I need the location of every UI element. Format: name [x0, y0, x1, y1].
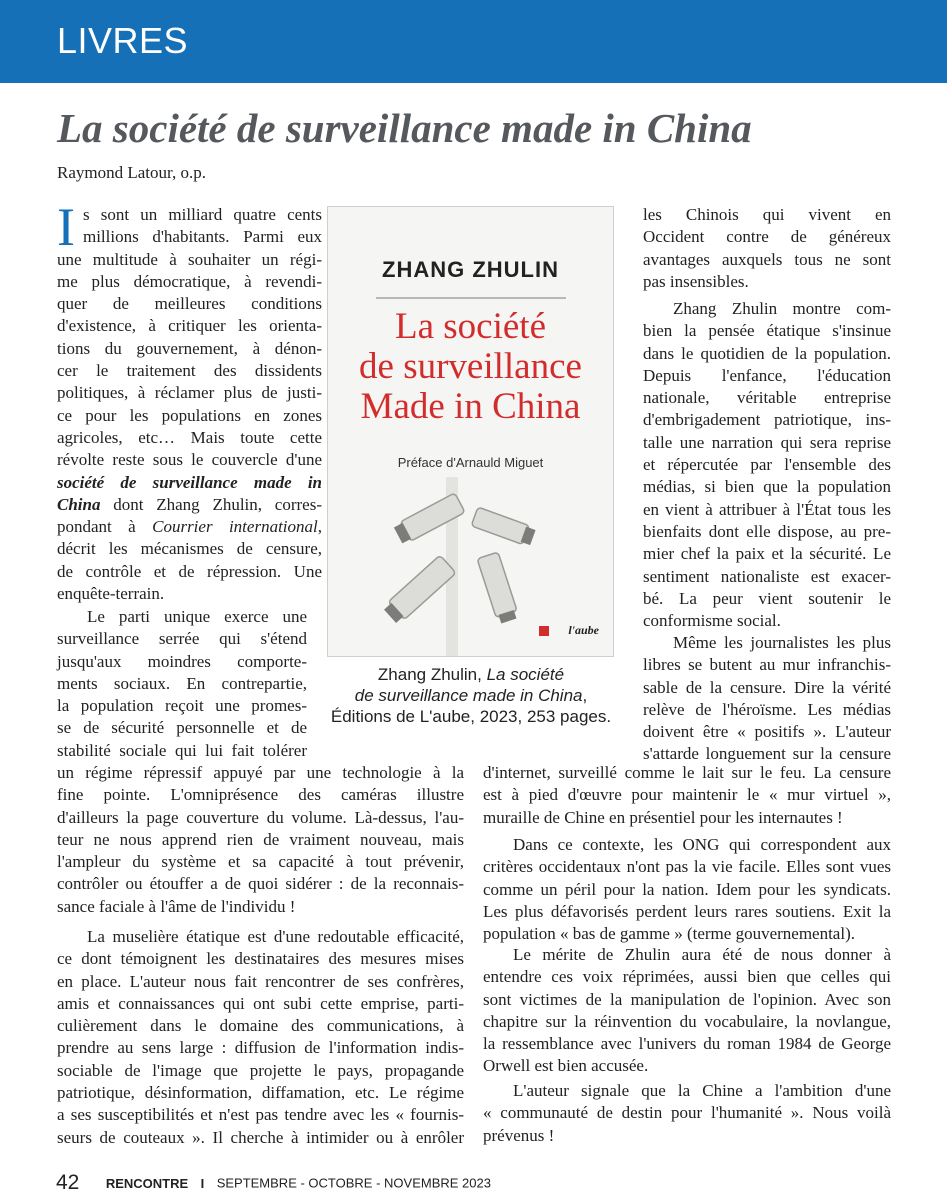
text-line: L'auteur signale que la Chine a l'ambition d'une	[513, 1081, 891, 1100]
cover-title-line: de surveillance	[359, 346, 582, 387]
text-line: sance faciale à l'âme de l'individu !	[57, 896, 296, 916]
book-caption	[320, 664, 622, 727]
caption-line: Éditions de L'aube, 2023, 253 pages.	[330, 707, 612, 726]
text-line: muraille de Chine en présentiel pour les internautes !	[483, 807, 843, 827]
text-line: s'attarde longuement sur la censure	[643, 744, 891, 764]
text-line: cer le traitement des dissidents	[57, 361, 322, 381]
right-paragraph-3	[643, 632, 891, 766]
text-line: surveillance serrée qui s'étend	[57, 629, 307, 649]
text-line: population « bas de gamme » (terme gouvernemental).	[483, 924, 855, 944]
text-line: les Chinois qui vivent en	[643, 205, 891, 224]
text-line: ce pour les populations en zones	[57, 405, 322, 425]
drop-cap: I	[57, 197, 75, 257]
text-line: pas insensibles.	[643, 271, 749, 291]
book-cover	[327, 206, 614, 657]
text-line: se de sécurité personnelle et de	[57, 718, 307, 738]
text-line: une multitude à souhaiter un régi-	[57, 249, 322, 269]
text-line: comme un péril pour la nation. Idem pour les syndicats.	[483, 879, 891, 899]
text-line: China dont Zhang Zhulin, corres-	[57, 494, 322, 514]
text-line: prévenus !	[483, 1125, 555, 1145]
text-line: culièrement dans le domaine des communications, à	[57, 1016, 464, 1036]
text-line: d'embrigadement patriotique, ins-	[643, 410, 891, 430]
text-line: un régime répressif appuyé par une technologie à la	[57, 763, 464, 782]
text-line: libres se butent au mur infranchis-	[643, 655, 891, 675]
article-title: La société de surveillance made in China	[57, 105, 752, 151]
issue-date: SEPTEMBRE - OCTOBRE - NOVEMBRE 2023	[216, 1175, 491, 1191]
text-line: quer de meilleures conditions	[57, 294, 322, 314]
text-line: de contrôle et de répression. Une	[57, 561, 322, 581]
text-line: est à pied d'œuvre pour maintenir le « mur virtuel »,	[483, 785, 891, 805]
text-line: La muselière étatique est d'une redoutable efficacité,	[87, 927, 464, 946]
text-line: entendre ces voix réprimées, aussi bien que celles qui	[483, 967, 891, 987]
text-line: fine pointe. L'omniprésence des caméras illustre	[57, 785, 464, 805]
text-line: l'ampleur du système et sa capacité à tout prévenir,	[57, 852, 464, 872]
cover-publisher: l'aube	[568, 623, 599, 637]
left-paragraph-2	[57, 606, 307, 762]
caption-line	[320, 664, 622, 685]
text-line: chapitre sur la réinvention du vocabulaire, la novlangue,	[483, 1011, 891, 1031]
text-line: en vient à attribuer à l'État tous les	[643, 499, 891, 519]
left-paragraph-3	[57, 926, 464, 1149]
text-line: sentiment nationaliste est exacer-	[643, 566, 891, 586]
text-line: en place. L'auteur nous fait rencontrer de ses confrères,	[57, 971, 464, 991]
text-line: ments sociaux. En contrepartie,	[57, 673, 307, 693]
text-line: et répercutée par l'ensemble des	[643, 455, 891, 475]
text-line: Occident contre de généreux	[643, 227, 891, 247]
page-number: 42	[56, 1171, 80, 1194]
text-line: jusqu'aux moindres comporte-	[57, 651, 307, 671]
text-line: seurs de couteaux ». Il cherche à intimider ou à enrôler	[57, 1127, 464, 1147]
text-line: doivent être « positifs ». L'auteur	[643, 722, 891, 742]
text-line: décrit les mécanismes de censure,	[57, 539, 322, 559]
text-line: nationale, véritable entreprise	[643, 388, 891, 408]
text-line: bé. La peur vient soutenir le	[643, 588, 891, 608]
text-line: politiques, à réclamer plus de justi-	[57, 383, 322, 403]
page-footer	[56, 1171, 491, 1195]
text-line: sont victimes de la manipulation de l'opinion. Avec son	[483, 989, 891, 1009]
right-paragraph-6	[483, 1080, 891, 1147]
text-line: Les plus défavorisés perdent leurs rares soutiens. Exit la	[483, 901, 891, 921]
footer-separator: I	[200, 1175, 205, 1191]
text-line: sociable de l'image que projette le pays, propagande	[57, 1060, 464, 1080]
text-line: patriotique, désinformation, diffamation, etc. Le régime	[57, 1083, 464, 1103]
text-line: avantages auxquels tous ne sont	[643, 249, 891, 269]
text-line: ce dont témoignent les destinataires des mesures mises	[57, 949, 464, 969]
right-paragraph-5	[483, 944, 891, 1078]
text-line: stabilité sociale qui lui fait tolérer	[57, 740, 307, 760]
text-line: critères occidentaux n'ont pas la vie facile. Elles sont vues	[483, 857, 891, 877]
right-paragraph-2	[643, 298, 891, 632]
caption-title: La société	[486, 665, 565, 684]
left-paragraph-2-continued	[57, 762, 464, 918]
text-line: mier chef la paix et la sécurité. Le	[643, 544, 891, 564]
text-line: société de surveillance made in	[57, 472, 322, 492]
text-line: Même les journalistes les plus	[673, 633, 891, 652]
text-line: la population reçoit une promes-	[57, 696, 307, 716]
cover-title-line: Made in China	[360, 386, 581, 427]
right-paragraph-4	[483, 834, 891, 945]
text-line: Depuis l'enfance, l'éducation	[643, 365, 891, 385]
text-line: enquête-terrain.	[57, 584, 165, 604]
text-line: contrôler ou étouffer a de quoi sidérer : de la reconnais-	[57, 874, 464, 894]
text-line: sable de la censure. Dire la vérité	[643, 677, 891, 697]
text-line: amis et connaissances qui ont subi cette emprise, parti-	[57, 993, 464, 1013]
caption-author: Zhang Zhulin,	[377, 665, 487, 684]
text-line: d'ailleurs la page couverture du volume. Là-dessus, l'au-	[57, 807, 464, 827]
text-line: Dans ce contexte, les ONG qui correspondent aux	[513, 835, 891, 854]
left-paragraph-1	[57, 197, 322, 605]
text-line: Le mérite de Zhulin aura été de nous donner à	[513, 945, 891, 964]
text-line: teur ne nous apprend rien de vraiment nouveau, mais	[57, 829, 464, 849]
text-line: dans le quotidien de la population.	[643, 343, 891, 363]
text-line: d'internet, surveillé comme le lait sur le feu. La censure	[483, 763, 891, 782]
cover-title	[328, 307, 613, 427]
caption-title: de surveillance made in China	[354, 686, 583, 705]
text-line: prendre au sens large : diffusion de l'information indis-	[57, 1038, 464, 1058]
text-line: bienfaits dont elle dispose, au pre-	[643, 521, 891, 541]
text-line: me plus démocratique, à revendi-	[57, 271, 322, 291]
article-byline: Raymond Latour, o.p.	[57, 163, 206, 182]
text-line: pondant à Courrier international,	[57, 517, 322, 537]
text-line: relève de l'héroïsme. Les médias	[643, 699, 891, 719]
section-label: LIVRES	[57, 20, 189, 61]
cover-author: ZHANG ZHULIN	[382, 257, 559, 282]
text-line: Orwell est bien accusée.	[483, 1056, 649, 1076]
text-line: d'existence, à critiquer les orienta-	[57, 316, 322, 336]
text-line: conformisme social.	[643, 611, 781, 631]
section-header-bar	[0, 0, 947, 83]
text-line: talle une narration qui sera reprise	[643, 432, 891, 452]
text-line: bien la pensée étatique s'insinue	[643, 321, 891, 341]
magazine-name: RENCONTRE	[105, 1175, 189, 1191]
right-paragraph-1	[643, 204, 891, 293]
text-line: millions d'habitants. Parmi eux	[82, 227, 322, 247]
text-line: « communauté de destin pour l'humanité ». Nous voilà	[483, 1103, 891, 1123]
text-line: a ses susceptibilités et n'est pas tendre avec les « fournis-	[57, 1105, 464, 1125]
text-line: Le parti unique exerce une	[87, 607, 307, 626]
caption-punct: ,	[582, 686, 588, 705]
caption-line	[320, 685, 622, 706]
text-line: la ressemblance avec l'univers du roman 1984 de George	[483, 1034, 891, 1054]
text-line: Zhang Zhulin montre com-	[673, 299, 891, 318]
text-line: médias, si bien que la population	[643, 477, 891, 497]
cover-preface: Préface d'Arnauld Miguet	[397, 455, 544, 470]
text-line: révolte reste sous le couvercle d'une	[57, 450, 322, 470]
text-line: tions du gouvernement, à dénon-	[57, 338, 322, 358]
publisher-logo-icon	[539, 626, 549, 636]
text-line: s sont un milliard quatre cents	[82, 205, 322, 224]
text-line: agricoles, etc… Mais toute cette	[57, 427, 322, 447]
right-paragraph-3-continued	[483, 762, 891, 829]
cover-title-line: La société	[395, 306, 546, 347]
cover-divider	[376, 297, 566, 299]
